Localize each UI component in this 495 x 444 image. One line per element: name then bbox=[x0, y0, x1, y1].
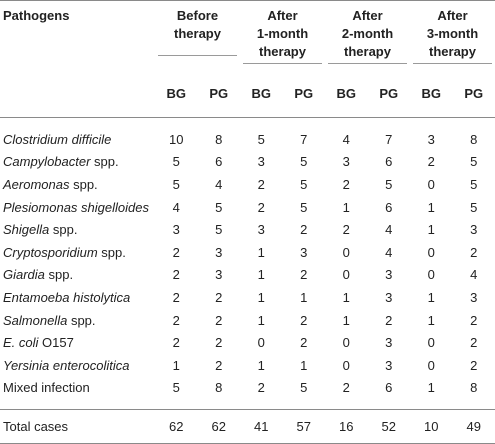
group-header-after-2-month bbox=[325, 1, 410, 70]
sub-header-bg: BG bbox=[155, 69, 198, 118]
table-row bbox=[0, 354, 495, 377]
pathogen-name-cell bbox=[0, 286, 155, 309]
group-line1: After bbox=[267, 8, 297, 23]
group-line1: After bbox=[437, 8, 467, 23]
pathogen-name-suffix: O157 bbox=[38, 335, 73, 350]
count-cell: 1 bbox=[240, 354, 283, 377]
count-cell: 0 bbox=[410, 331, 453, 354]
count-cell: 4 bbox=[198, 173, 241, 196]
pathogens-column-header: Pathogens bbox=[0, 1, 155, 118]
count-cell: 2 bbox=[325, 218, 368, 241]
count-cell: 3 bbox=[368, 331, 411, 354]
count-cell: 3 bbox=[155, 218, 198, 241]
count-cell: 5 bbox=[453, 196, 495, 219]
count-cell: 3 bbox=[410, 118, 453, 151]
count-cell: 5 bbox=[155, 377, 198, 400]
count-cell: 2 bbox=[240, 173, 283, 196]
count-cell: 10 bbox=[155, 118, 198, 151]
sub-header-bg: BG bbox=[325, 69, 368, 118]
count-cell: 2 bbox=[410, 151, 453, 174]
pathogen-name-italic: Giardia bbox=[3, 267, 45, 282]
group-line3: therapy bbox=[429, 44, 476, 59]
count-cell: 1 bbox=[240, 264, 283, 287]
spacer-cell bbox=[0, 399, 495, 410]
count-cell: 2 bbox=[198, 309, 241, 332]
sub-header-pg: PG bbox=[453, 69, 495, 118]
spacer-row bbox=[0, 399, 495, 410]
group-line3: therapy bbox=[259, 44, 306, 59]
group-header-after-1-month bbox=[240, 1, 325, 70]
count-cell: 0 bbox=[240, 331, 283, 354]
count-cell: 3 bbox=[368, 286, 411, 309]
count-cell: 3 bbox=[240, 151, 283, 174]
pathogen-name-suffix: spp. bbox=[67, 313, 95, 328]
pathogen-name-cell bbox=[0, 218, 155, 241]
count-cell: 4 bbox=[368, 241, 411, 264]
count-cell: 0 bbox=[410, 241, 453, 264]
count-cell: 4 bbox=[453, 264, 495, 287]
count-cell: 5 bbox=[283, 151, 326, 174]
count-cell: 1 bbox=[325, 196, 368, 219]
count-cell: 0 bbox=[325, 354, 368, 377]
count-cell: 4 bbox=[155, 196, 198, 219]
count-cell: 5 bbox=[198, 196, 241, 219]
count-cell: 1 bbox=[283, 354, 326, 377]
group-header-after-3-month bbox=[410, 1, 495, 70]
group-line2: therapy bbox=[174, 26, 221, 41]
count-cell: 5 bbox=[155, 151, 198, 174]
count-cell: 1 bbox=[240, 241, 283, 264]
count-cell: 0 bbox=[410, 354, 453, 377]
count-cell: 2 bbox=[240, 377, 283, 400]
count-cell: 2 bbox=[155, 241, 198, 264]
table-row bbox=[0, 196, 495, 219]
pathogen-name-cell bbox=[0, 309, 155, 332]
pathogen-name-cell bbox=[0, 331, 155, 354]
table-header bbox=[0, 1, 495, 118]
count-cell: 3 bbox=[453, 218, 495, 241]
group-line2: 1-month bbox=[257, 26, 308, 41]
count-cell: 3 bbox=[198, 264, 241, 287]
total-count-cell: 62 bbox=[198, 410, 241, 444]
pathogen-name-suffix: spp. bbox=[98, 245, 126, 260]
total-label: Total cases bbox=[0, 410, 155, 444]
count-cell: 0 bbox=[325, 331, 368, 354]
total-count-cell: 57 bbox=[283, 410, 326, 444]
count-cell: 1 bbox=[410, 218, 453, 241]
count-cell: 6 bbox=[368, 377, 411, 400]
pathogen-name-suffix: Mixed infection bbox=[3, 380, 90, 395]
count-cell: 2 bbox=[198, 354, 241, 377]
count-cell: 3 bbox=[240, 218, 283, 241]
group-line1: Before bbox=[177, 8, 218, 23]
group-line2: 2-month bbox=[342, 26, 393, 41]
table-row bbox=[0, 309, 495, 332]
sub-header-bg: BG bbox=[410, 69, 453, 118]
count-cell: 5 bbox=[453, 173, 495, 196]
table-row bbox=[0, 218, 495, 241]
count-cell: 2 bbox=[453, 309, 495, 332]
count-cell: 5 bbox=[283, 173, 326, 196]
count-cell: 5 bbox=[283, 196, 326, 219]
count-cell: 2 bbox=[283, 331, 326, 354]
sub-header-bg: BG bbox=[240, 69, 283, 118]
table-row bbox=[0, 264, 495, 287]
count-cell: 2 bbox=[453, 354, 495, 377]
count-cell: 2 bbox=[453, 241, 495, 264]
count-cell: 5 bbox=[155, 173, 198, 196]
group-line2: 3-month bbox=[427, 26, 478, 41]
table-body bbox=[0, 118, 495, 444]
count-cell: 3 bbox=[453, 286, 495, 309]
total-row bbox=[0, 410, 495, 444]
pathogen-name-cell bbox=[0, 264, 155, 287]
pathogen-name-suffix: spp. bbox=[90, 154, 118, 169]
count-cell: 0 bbox=[325, 264, 368, 287]
count-cell: 4 bbox=[325, 118, 368, 151]
count-cell: 2 bbox=[198, 286, 241, 309]
count-cell: 3 bbox=[325, 151, 368, 174]
count-cell: 4 bbox=[368, 218, 411, 241]
pathogen-name-suffix: spp. bbox=[49, 222, 77, 237]
count-cell: 1 bbox=[240, 309, 283, 332]
count-cell: 3 bbox=[368, 354, 411, 377]
count-cell: 7 bbox=[283, 118, 326, 151]
count-cell: 3 bbox=[283, 241, 326, 264]
count-cell: 0 bbox=[325, 241, 368, 264]
pathogen-name-italic: Campylobacter bbox=[3, 154, 90, 169]
count-cell: 5 bbox=[453, 151, 495, 174]
total-count-cell: 41 bbox=[240, 410, 283, 444]
total-count-cell: 10 bbox=[410, 410, 453, 444]
count-cell: 1 bbox=[325, 286, 368, 309]
table-row bbox=[0, 118, 495, 151]
count-cell: 6 bbox=[368, 196, 411, 219]
pathogen-name-italic: Yersinia enterocolitica bbox=[3, 358, 129, 373]
pathogen-name-suffix: spp. bbox=[69, 177, 97, 192]
count-cell: 2 bbox=[283, 264, 326, 287]
count-cell: 5 bbox=[240, 118, 283, 151]
table-row bbox=[0, 173, 495, 196]
count-cell: 2 bbox=[283, 309, 326, 332]
count-cell: 2 bbox=[283, 218, 326, 241]
count-cell: 2 bbox=[453, 331, 495, 354]
group-header-before-therapy bbox=[155, 1, 240, 70]
sub-header-pg: PG bbox=[368, 69, 411, 118]
total-count-cell: 62 bbox=[155, 410, 198, 444]
count-cell: 3 bbox=[198, 241, 241, 264]
group-line1: After bbox=[352, 8, 382, 23]
pathogen-name-italic: Clostridium difficile bbox=[3, 132, 111, 147]
table-row bbox=[0, 286, 495, 309]
count-cell: 5 bbox=[368, 173, 411, 196]
table-row bbox=[0, 331, 495, 354]
pathogen-name-cell bbox=[0, 118, 155, 151]
pathogen-name-cell bbox=[0, 173, 155, 196]
pathogen-name-italic: E. coli bbox=[3, 335, 38, 350]
group-line3: therapy bbox=[344, 44, 391, 59]
total-count-cell: 49 bbox=[453, 410, 495, 444]
count-cell: 1 bbox=[240, 286, 283, 309]
total-count-cell: 16 bbox=[325, 410, 368, 444]
count-cell: 2 bbox=[155, 331, 198, 354]
sub-header-pg: PG bbox=[198, 69, 241, 118]
count-cell: 8 bbox=[198, 118, 241, 151]
count-cell: 8 bbox=[453, 377, 495, 400]
count-cell: 8 bbox=[198, 377, 241, 400]
pathogen-name-cell bbox=[0, 354, 155, 377]
count-cell: 6 bbox=[198, 151, 241, 174]
sub-header-pg: PG bbox=[283, 69, 326, 118]
pathogen-name-italic: Aeromonas bbox=[3, 177, 69, 192]
count-cell: 0 bbox=[410, 173, 453, 196]
pathogen-name-cell bbox=[0, 241, 155, 264]
table-row bbox=[0, 241, 495, 264]
group-header-row bbox=[0, 1, 495, 70]
count-cell: 1 bbox=[410, 309, 453, 332]
count-cell: 1 bbox=[410, 377, 453, 400]
count-cell: 5 bbox=[198, 218, 241, 241]
count-cell: 2 bbox=[240, 196, 283, 219]
count-cell: 2 bbox=[368, 309, 411, 332]
count-cell: 6 bbox=[368, 151, 411, 174]
count-cell: 1 bbox=[410, 286, 453, 309]
count-cell: 2 bbox=[325, 173, 368, 196]
count-cell: 2 bbox=[198, 331, 241, 354]
pathogen-name-cell bbox=[0, 377, 155, 400]
pathogen-name-italic: Entamoeba histolytica bbox=[3, 290, 130, 305]
table-row bbox=[0, 377, 495, 400]
count-cell: 1 bbox=[283, 286, 326, 309]
pathogen-name-suffix: spp. bbox=[45, 267, 73, 282]
pathogen-name-cell bbox=[0, 151, 155, 174]
pathogen-name-italic: Shigella bbox=[3, 222, 49, 237]
count-cell: 2 bbox=[155, 286, 198, 309]
count-cell: 1 bbox=[410, 196, 453, 219]
count-cell: 2 bbox=[325, 377, 368, 400]
count-cell: 3 bbox=[368, 264, 411, 287]
pathogen-name-cell bbox=[0, 196, 155, 219]
pathogen-name-italic: Plesiomonas shigelloides bbox=[3, 200, 149, 215]
count-cell: 0 bbox=[410, 264, 453, 287]
pathogen-name-italic: Salmonella bbox=[3, 313, 67, 328]
count-cell: 8 bbox=[453, 118, 495, 151]
count-cell: 1 bbox=[325, 309, 368, 332]
count-cell: 1 bbox=[155, 354, 198, 377]
pathogen-name-italic: Cryptosporidium bbox=[3, 245, 98, 260]
count-cell: 5 bbox=[283, 377, 326, 400]
count-cell: 2 bbox=[155, 309, 198, 332]
count-cell: 7 bbox=[368, 118, 411, 151]
total-count-cell: 52 bbox=[368, 410, 411, 444]
count-cell: 2 bbox=[155, 264, 198, 287]
table-row bbox=[0, 151, 495, 174]
